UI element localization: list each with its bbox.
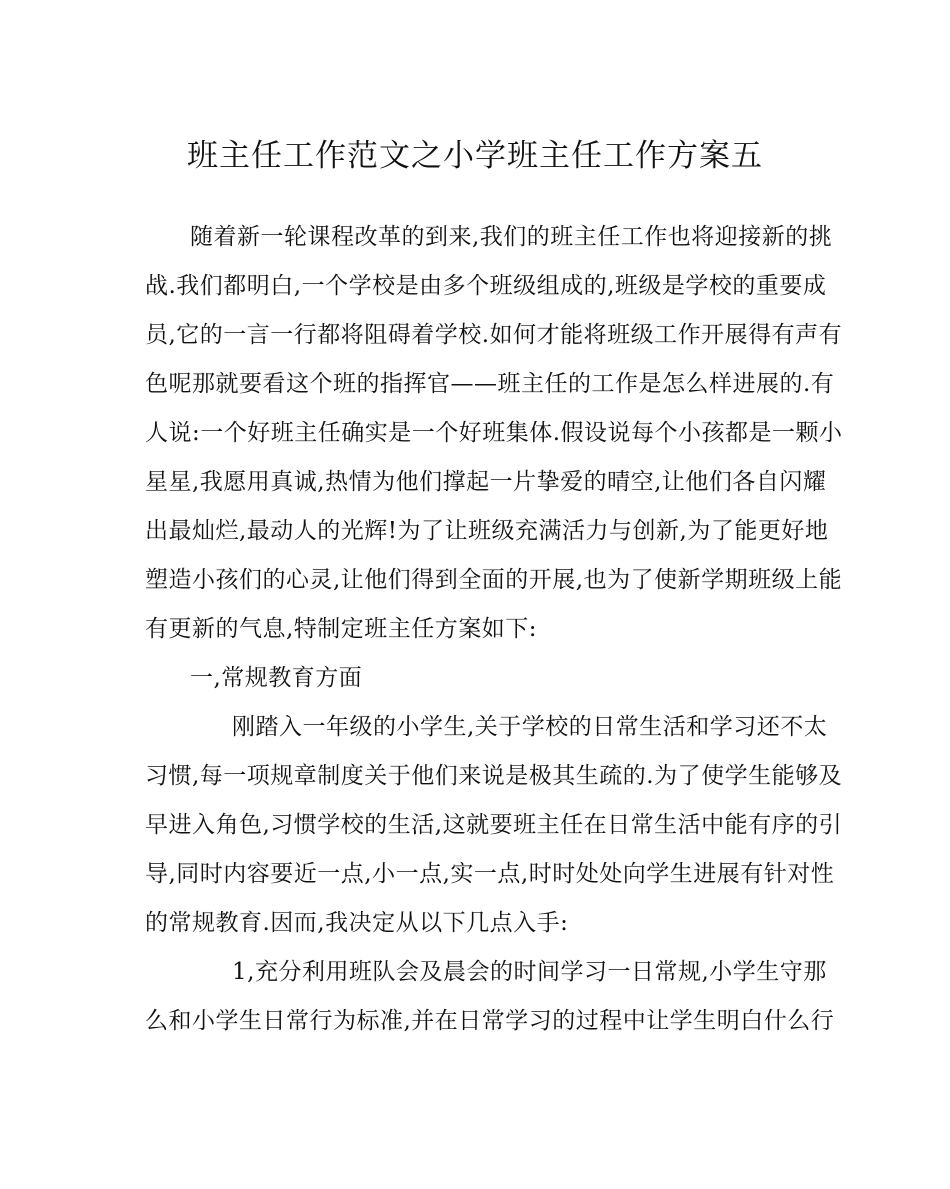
paragraph-line: 么和小学生日常行为标准,并在日常学习的过程中让学生明白什么行: [145, 1008, 835, 1034]
paragraph-line: 有更新的气息,特制定班主任方案如下:: [145, 616, 538, 642]
paragraph-line: 塑造小孩们的心灵,让他们得到全面的开展,也为了使新学期班级上能: [145, 567, 843, 593]
paragraph-line: 的常规教育.因而,我决定从以下几点入手:: [145, 910, 569, 936]
paragraph-line: 星星,我愿用真诚,热情为他们撑起一片挚爱的晴空,让他们各自闪耀: [145, 469, 827, 495]
paragraph-line: 导,同时内容要近一点,小一点,实一点,时时处处向学生进展有针对性: [145, 861, 835, 887]
paragraph-line: 人说:一个好班主任确实是一个好班集体.假设说每个小孩都是一颗小: [145, 420, 843, 446]
document-title: 班主任工作范文之小学班主任工作方案五: [187, 138, 763, 174]
paragraph-line: 随着新一轮课程改革的到来,我们的班主任工作也将迎接新的挑: [190, 224, 833, 250]
paragraph-line: 刚踏入一年级的小学生,关于学校的日常生活和学习还不太: [232, 714, 828, 740]
paragraph-line: 色呢那就要看这个班的指挥官——班主任的工作是怎么样进展的.有: [145, 371, 835, 397]
paragraph-line: 出最灿烂,最动人的光辉!为了让班级充满活力与创新,为了能更好地: [145, 518, 829, 544]
paragraph-line: 员,它的一言一行都将阻碍着学校.如何才能将班级工作开展得有声有: [145, 322, 843, 348]
section-heading: 一,常规教育方面: [190, 665, 363, 691]
paragraph-line: 早进入角色,习惯学校的生活,这就要班主任在日常生活中能有序的引: [145, 812, 843, 838]
list-item-line: 1,充分利用班队会及晨会的时间学习一日常规,小学生守那: [232, 959, 827, 985]
paragraph-line: 习惯,每一项规章制度关于他们来说是极其生疏的.为了使学生能够及: [145, 763, 843, 789]
paragraph-line: 战.我们都明白,一个学校是由多个班级组成的,班级是学校的重要成: [145, 273, 827, 299]
